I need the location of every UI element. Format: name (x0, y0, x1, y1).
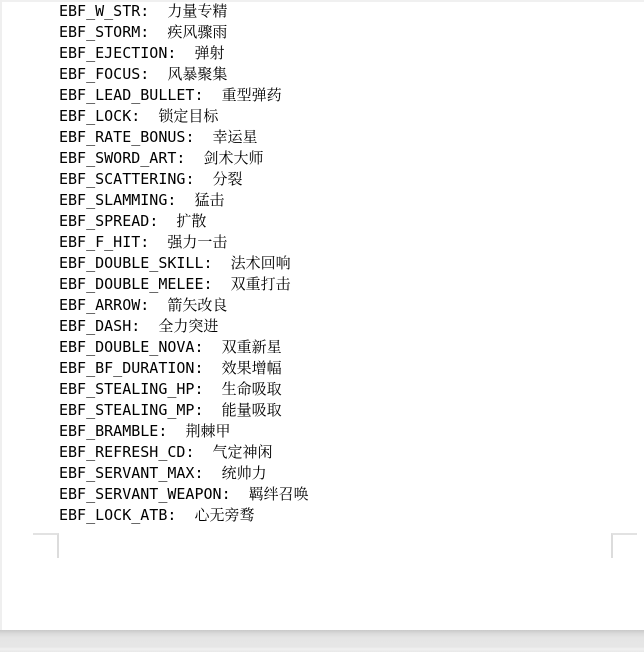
entry-key: EBF_LOCK_ATB (59, 506, 168, 524)
entry-value: 全力突进 (158, 317, 219, 335)
entry-value: 分裂 (212, 170, 243, 188)
entry-separator: : (194, 359, 222, 377)
entry-separator: : (140, 65, 168, 83)
entry-separator: : (140, 2, 168, 20)
entry-separator: : (167, 506, 195, 524)
entry-key: EBF_F_HIT (59, 233, 141, 251)
glossary-line (59, 379, 309, 400)
entry-key: EBF_SWORD_ART (59, 149, 177, 167)
entry-value: 扩散 (176, 212, 207, 230)
glossary-line (59, 127, 309, 148)
entry-value: 羁绊召唤 (248, 485, 309, 503)
entry-key: EBF_REFRESH_CD (59, 443, 186, 461)
entry-value: 重型弹药 (221, 86, 282, 104)
entry-separator: : (203, 275, 231, 293)
glossary-line (59, 421, 309, 442)
glossary-line (59, 148, 309, 169)
entry-separator: : (185, 128, 213, 146)
glossary-line (59, 1, 309, 22)
glossary-line (59, 232, 309, 253)
glossary-line (59, 505, 309, 526)
entry-key: EBF_SCATTERING (59, 170, 186, 188)
entry-separator: : (140, 23, 168, 41)
entry-value: 效果增幅 (221, 359, 282, 377)
entry-key: EBF_DOUBLE_NOVA (59, 338, 195, 356)
entry-separator: : (176, 149, 204, 167)
entry-key: EBF_W_STR (59, 2, 141, 20)
glossary-line (59, 43, 309, 64)
entry-separator: : (140, 296, 168, 314)
entry-separator: : (131, 317, 159, 335)
entry-value: 力量专精 (167, 2, 228, 20)
entry-key: EBF_SERVANT_WEAPON (59, 485, 222, 503)
entry-key: EBF_DOUBLE_MELEE (59, 275, 204, 293)
glossary-line (59, 484, 309, 505)
glossary-line (59, 85, 309, 106)
entry-key: EBF_ARROW (59, 296, 141, 314)
entry-value: 双重打击 (230, 275, 291, 293)
entry-key: EBF_SLAMMING (59, 191, 168, 209)
window-edge-left (0, 0, 2, 630)
entry-key: EBF_DOUBLE_SKILL (59, 254, 204, 272)
entry-key: EBF_SPREAD (59, 212, 150, 230)
entry-key: EBF_STORM (59, 23, 141, 41)
entry-value: 剑术大师 (203, 149, 264, 167)
glossary-line (59, 337, 309, 358)
glossary-line (59, 211, 309, 232)
entry-value: 双重新星 (221, 338, 282, 356)
glossary-line (59, 400, 309, 421)
document-text-area[interactable] (59, 1, 309, 526)
page-gap (0, 630, 644, 652)
entry-value: 锁定目标 (158, 107, 219, 125)
glossary-line (59, 64, 309, 85)
entry-value: 法术回响 (230, 254, 291, 272)
entry-value: 荆棘甲 (185, 422, 231, 440)
glossary-line (59, 463, 309, 484)
entry-value: 统帅力 (221, 464, 267, 482)
entry-separator: : (185, 443, 213, 461)
entry-key: EBF_STEALING_HP (59, 380, 195, 398)
entry-key: EBF_SERVANT_MAX (59, 464, 195, 482)
entry-value: 生命吸取 (221, 380, 282, 398)
entry-value: 强力一击 (167, 233, 228, 251)
entry-key: EBF_BRAMBLE (59, 422, 159, 440)
glossary-line (59, 358, 309, 379)
entry-separator: : (203, 254, 231, 272)
entry-key: EBF_LOCK (59, 107, 132, 125)
glossary-line (59, 106, 309, 127)
entry-value: 箭矢改良 (167, 296, 228, 314)
entry-value: 气定神闲 (212, 443, 273, 461)
entry-separator: : (194, 338, 222, 356)
entry-key: EBF_BF_DURATION (59, 359, 195, 377)
entry-value: 风暴聚集 (167, 65, 228, 83)
entry-key: EBF_LEAD_BULLET (59, 86, 195, 104)
glossary-line (59, 442, 309, 463)
glossary-line (59, 169, 309, 190)
entry-value: 猛击 (194, 191, 225, 209)
glossary-line (59, 295, 309, 316)
entry-separator: : (194, 464, 222, 482)
entry-value: 疾风骤雨 (167, 23, 228, 41)
entry-key: EBF_EJECTION (59, 44, 168, 62)
entry-value: 弹射 (194, 44, 225, 62)
entry-separator: : (149, 212, 177, 230)
entry-separator: : (131, 107, 159, 125)
entry-separator: : (194, 86, 222, 104)
entry-separator: : (194, 380, 222, 398)
entry-value: 幸运星 (212, 128, 258, 146)
glossary-line (59, 253, 309, 274)
glossary-line (59, 190, 309, 211)
entry-key: EBF_STEALING_MP (59, 401, 195, 419)
entry-key: EBF_FOCUS (59, 65, 141, 83)
text-boundary-corner-bottom-left (33, 533, 59, 558)
text-boundary-corner-bottom-right (611, 533, 637, 558)
entry-value: 能量吸取 (221, 401, 282, 419)
entry-key: EBF_DASH (59, 317, 132, 335)
entry-separator: : (221, 485, 249, 503)
entry-separator: : (140, 233, 168, 251)
entry-separator: : (194, 401, 222, 419)
entry-value: 心无旁骛 (194, 506, 255, 524)
glossary-line (59, 22, 309, 43)
entry-separator: : (185, 170, 213, 188)
entry-separator: : (158, 422, 186, 440)
entry-separator: : (167, 191, 195, 209)
glossary-line (59, 274, 309, 295)
entry-key: EBF_RATE_BONUS (59, 128, 186, 146)
entry-separator: : (167, 44, 195, 62)
glossary-line (59, 316, 309, 337)
